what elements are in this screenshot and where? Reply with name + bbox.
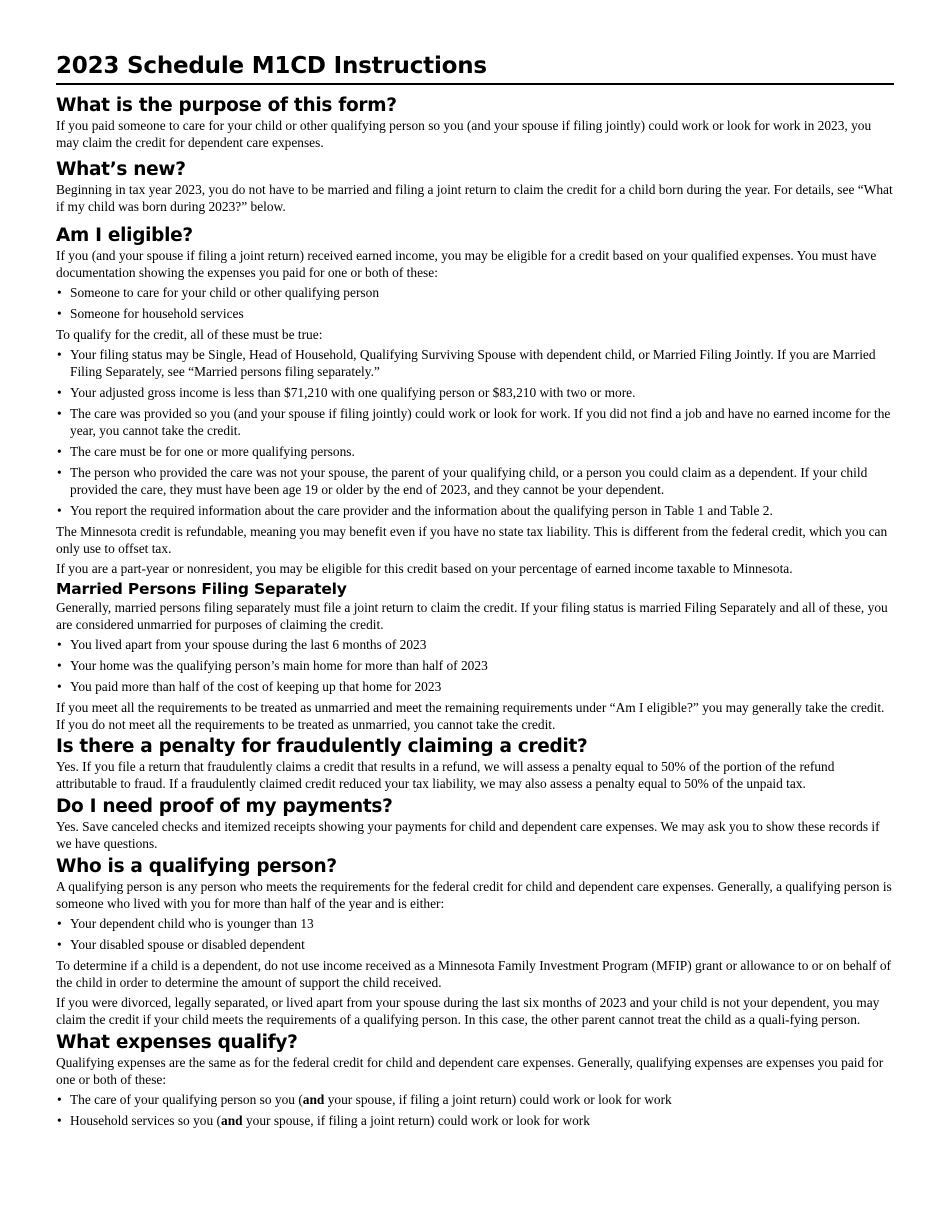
item-emphasis: and: [302, 1092, 325, 1107]
list-item: • Your dependent child who is younger than 13: [56, 915, 894, 932]
list-requirements: [56, 346, 894, 519]
heading-whats-new: What’s new?: [56, 159, 186, 180]
section-penalty: [56, 736, 894, 792]
section-married-separately: [56, 580, 894, 733]
paragraph-refundable: The Minnesota credit is refundable, meaning you may benefit even if you have no state tax liability. This is different from the federal credit, which you can only use to offset tax.: [56, 524, 888, 556]
paragraph-mfip: To determine if a child is a dependent, do not use income received as a Minnesota Family Investment Program (MFIP) grant or allowance to or on behalf of the child in order to determine the amount of support the child received.: [56, 958, 891, 990]
paragraph-penalty: Yes. If you file a return that fraudulently claims a credit that results in a refund, we will assess a penalty equal to 50% of the portion of the refund attributable to fraud. If a fraudulently claimed credit reduced your tax liability, we may also assess a penalty equal to 50% of the unpaid tax.: [56, 759, 835, 791]
list-item: • Someone to care for your child or other qualifying person: [56, 284, 894, 301]
heading-proof: Do I need proof of my payments?: [56, 796, 393, 817]
item-emphasis: and: [221, 1113, 243, 1128]
paragraph-eligible-intro: If you (and your spouse if filing a joint return) received earned income, you may be eligible for a credit based on your qualified expenses. You must have documentation showing the expenses you paid for one or both of these:: [56, 248, 877, 280]
paragraph-purpose: If you paid someone to care for your child or other qualifying person so you (and your spouse if filing jointly) could work or look for work in 2023, you may claim the credit for dependent care expenses.: [56, 118, 872, 150]
paragraph-expenses-intro: Qualifying expenses are the same as for the federal credit for child and dependent care expenses. Generally, qualifying expenses are expenses you paid for one or both of these:: [56, 1055, 884, 1087]
list-item: • The care was provided so you (and your spouse if filing jointly) could work or look for work. If you did not find a job and have no earned income for the year, you cannot take the credit.: [56, 405, 894, 439]
paragraph-divorced: If you were divorced, legally separated, or lived apart from your spouse during the last six months of 2023 and your child is not your dependent, you may claim the credit if your child meets the requirements of a qualifying person. In this case, the other parent cannot treat the child as a quali-fying person.: [56, 995, 880, 1027]
section-whats-new: [56, 159, 894, 215]
paragraph-married-closing: If you meet all the requirements to be treated as unmarried and meet the remaining requirements under “Am I eligible?” you may generally take the credit. If you do not meet all the requirements to be treated as unmarried, you cannot take the credit.: [56, 700, 885, 732]
list-item: • You lived apart from your spouse during the last 6 months of 2023: [56, 636, 894, 653]
heading-eligible: Am I eligible?: [56, 225, 193, 246]
page-title: 2023 Schedule M1CD Instructions: [56, 50, 894, 85]
list-qualifying-persons: [56, 915, 894, 953]
list-item: • Your home was the qualifying person’s main home for more than half of 2023: [56, 657, 894, 674]
list-item: • You paid more than half of the cost of keeping up that home for 2023: [56, 678, 894, 695]
heading-penalty: Is there a penalty for fraudulently claiming a credit?: [56, 736, 588, 757]
item-text: Household services so you (: [70, 1113, 221, 1128]
heading-purpose: What is the purpose of this form?: [56, 95, 397, 116]
list-qualifying-expenses: [56, 1091, 894, 1129]
section-qualifying-person: [56, 856, 894, 1028]
paragraph-qualifying-intro: A qualifying person is any person who meets the requirements for the federal credit for child and dependent care expenses. Generally, a qualifying person is someone who lived with you for more than half of the year and is either:: [56, 879, 892, 911]
section-expenses: [56, 1032, 894, 1129]
list-item: • Your filing status may be Single, Head of Household, Qualifying Surviving Spouse with dependent child, or Married Filing Jointly. If you are Married Filing Separately, see “Married persons filing separately.”: [56, 346, 894, 380]
item-text: The care of your qualifying person so you (: [70, 1092, 303, 1107]
list-expense-types: [56, 284, 894, 322]
paragraph-proof: Yes. Save canceled checks and itemized receipts showing your payments for child and dependent care expenses. We may ask you to show these records if we have questions.: [56, 819, 880, 851]
item-text: your spouse, if filing a joint return) could work or look for work: [242, 1113, 590, 1128]
paragraph-nonresident: If you are a part-year or nonresident, you may be eligible for this credit based on your percentage of earned income taxable to Minnesota.: [56, 561, 793, 576]
list-item: [56, 1112, 894, 1129]
section-proof: [56, 796, 894, 852]
item-text: your spouse, if filing a joint return) could work or look for work: [324, 1092, 672, 1107]
list-item: • Someone for household services: [56, 305, 894, 322]
section-eligible: [56, 225, 894, 577]
list-item: • You report the required information about the care provider and the information about the qualifying person in Table 1 and Table 2.: [56, 502, 894, 519]
paragraph-whats-new: Beginning in tax year 2023, you do not have to be married and filing a joint return to claim the credit for a child born during the year. For details, see “What if my child was born during 2023?” below.: [56, 182, 893, 214]
paragraph-qualify-intro: To qualify for the credit, all of these must be true:: [56, 327, 323, 342]
heading-married-separately: Married Persons Filing Separately: [56, 580, 347, 598]
list-item: [56, 1091, 894, 1108]
paragraph-married-intro: Generally, married persons filing separately must file a joint return to claim the credit. If your filing status is married Filing Separately and all of these, you are considered unmarried for purposes of claiming the credit.: [56, 600, 888, 632]
section-purpose: [56, 95, 894, 151]
list-item: • The care must be for one or more qualifying persons.: [56, 443, 894, 460]
list-item: • Your disabled spouse or disabled dependent: [56, 936, 894, 953]
list-item: • The person who provided the care was not your spouse, the parent of your qualifying child, or a person you could claim as a dependent. If your child provided the care, they must have been age 19 or older by the end of 2023, and they cannot be your dependent.: [56, 464, 894, 498]
heading-qualifying-person: Who is a qualifying person?: [56, 856, 337, 877]
list-item: • Your adjusted gross income is less than $71,210 with one qualifying person or $83,210 with two or more.: [56, 384, 894, 401]
heading-expenses: What expenses qualify?: [56, 1032, 298, 1053]
list-married-conditions: [56, 636, 894, 695]
